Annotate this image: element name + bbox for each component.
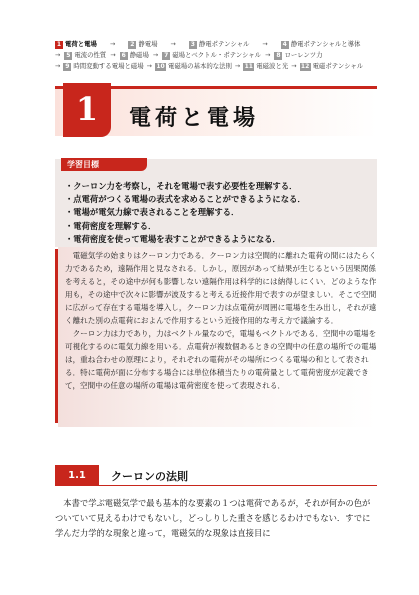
chapter-number-badge: 3 <box>190 40 195 48</box>
chapter-number: 1 <box>63 83 111 137</box>
section-header <box>55 465 377 486</box>
arrow-icon: → <box>291 62 297 70</box>
chapter-number-badge: 7 <box>164 51 169 59</box>
chapter-intro <box>65 249 377 392</box>
nav-item-label: 磁場とベクトル・ポテンシャル <box>172 51 262 59</box>
section-title: クーロンの法則 <box>111 470 188 483</box>
chapter-number-badge: 10 <box>156 62 165 70</box>
nav-item-label: 静電ポテンシャルと導体 <box>290 40 361 48</box>
chapter-banner <box>55 86 377 136</box>
intro-side-bar <box>55 249 58 423</box>
nav-item-chapter-12[interactable] <box>300 61 364 72</box>
arrow-icon: → <box>109 40 116 48</box>
nav-item-label: 時間変動する電場と磁場 <box>73 62 144 70</box>
nav-item-label: 静電場 <box>138 40 158 48</box>
chapter-navigation <box>55 39 377 72</box>
learning-goals-heading: 学習目標 <box>61 158 147 171</box>
chapter-number-badge: 8 <box>276 51 281 59</box>
nav-item-chapter-10[interactable] <box>155 61 232 72</box>
body-text <box>55 496 377 541</box>
nav-item-label: 電荷と電場 <box>65 40 97 48</box>
arrow-icon: → <box>55 51 61 59</box>
nav-item-chapter-3[interactable] <box>189 39 250 50</box>
chapter-number-badge: 4 <box>282 40 287 48</box>
nav-item-label: 電磁ポテンシャル <box>312 62 364 70</box>
chapter-number-badge: 9 <box>65 62 70 70</box>
nav-item-chapter-4[interactable] <box>281 39 361 50</box>
nav-item-chapter-1[interactable] <box>55 39 97 50</box>
learning-goal-item: ・クーロン力を考察し，それを電場で表す必要性を理解する． <box>65 181 298 191</box>
arrow-icon: → <box>110 51 116 59</box>
learning-goal-item: ・電場が電気力線で表されることを理解する． <box>65 207 240 218</box>
nav-item-label: 静電ポテンシャル <box>198 40 250 48</box>
nav-item-chapter-9[interactable] <box>63 61 143 72</box>
section-number: 1.1 <box>55 465 99 486</box>
chapter-number-badge: 12 <box>300 62 310 70</box>
learning-goal-item: ・点電荷がつくる電場の表式を求めることができるようになる． <box>65 194 306 205</box>
chapter-title: 電荷と電場 <box>129 105 260 131</box>
nav-row-2 <box>55 50 377 61</box>
arrow-icon: → <box>234 62 241 70</box>
nav-item-chapter-6[interactable] <box>120 50 149 61</box>
arrow-icon: → <box>55 62 61 70</box>
learning-goal-item: ・電荷密度を理解する． <box>65 220 157 231</box>
arrow-icon: → <box>265 51 271 59</box>
learning-goals-list <box>65 180 306 246</box>
nav-item-label: 電磁場の基本的な法則 <box>168 62 232 70</box>
intro-paragraph: 電磁気学の始まりはクーロン力である．クーロン力は空間的に離れた電荷の間にはたらく力であるため，遠隔作用と見なされる．しかし，原因があって結果が生じるという因果関係を考えると，その途中が何も影響しない遠隔作用は科学的には納得しにくい．どのような作用も，その途中で次々に影響が波及すると考える近接作用で表すのが望ましい．そこで空間に広がって存在する電場を導入し，クーロン力は点電荷が周囲に電場を生み出し，それが遠く離れた別の点電荷におよんで作用するという近接作用的な考え方で議論する． <box>65 251 377 325</box>
learning-goal-item: ・電荷密度を使って電場を表すことができるようになる． <box>65 233 281 244</box>
chapter-number-badge: 5 <box>66 51 71 59</box>
nav-item-label: 静磁場 <box>129 51 149 59</box>
nav-item-chapter-7[interactable] <box>162 50 261 61</box>
arrow-icon: → <box>262 40 268 48</box>
nav-item-label: 電磁波と光 <box>256 62 289 70</box>
nav-item-chapter-11[interactable] <box>243 61 288 72</box>
nav-item-label: ローレンツ力 <box>284 51 323 59</box>
arrow-icon: → <box>146 62 153 70</box>
chapter-number-badge: 1 <box>56 40 62 48</box>
arrow-icon: → <box>170 40 176 48</box>
chapter-number-badge: 2 <box>130 40 135 48</box>
nav-row-3 <box>55 61 377 72</box>
nav-item-label: 電流の性質 <box>74 51 107 59</box>
nav-item-chapter-8[interactable] <box>274 50 322 61</box>
intro-paragraph: クーロン力は力であり，力はベクトル量なので，電場もベクトルである．空間中の電場を可視化するのに電気力線を用いる．点電荷が複数個あるときの空間中の任意の場所での電場は，重ね合わせの原理により，それぞれの電荷がその場所につくる電場の和として表される．特に電荷が面に分布する場合には単位体積当たりの電荷量として電荷密度が定義できて，空間中の任意の場所の電場は電荷密度を使って表現される． <box>65 329 377 390</box>
arrow-icon: → <box>152 51 159 59</box>
nav-row-1 <box>55 39 377 50</box>
nav-item-chapter-2[interactable] <box>128 39 157 50</box>
chapter-number-badge: 11 <box>244 62 253 70</box>
learning-goals-box <box>55 159 377 247</box>
body-paragraph: 本書で学ぶ電磁気学で最も基本的な要素の１つは電荷であるが，それが何かの色がついていて見えるわけでもないし，どっしりした重さを感じるわけでもない．すでに学んだ力学的な現象と違って，電磁気的な現象は直接目に <box>55 498 371 538</box>
nav-item-chapter-5[interactable] <box>64 50 106 61</box>
chapter-number-badge: 6 <box>121 51 126 59</box>
